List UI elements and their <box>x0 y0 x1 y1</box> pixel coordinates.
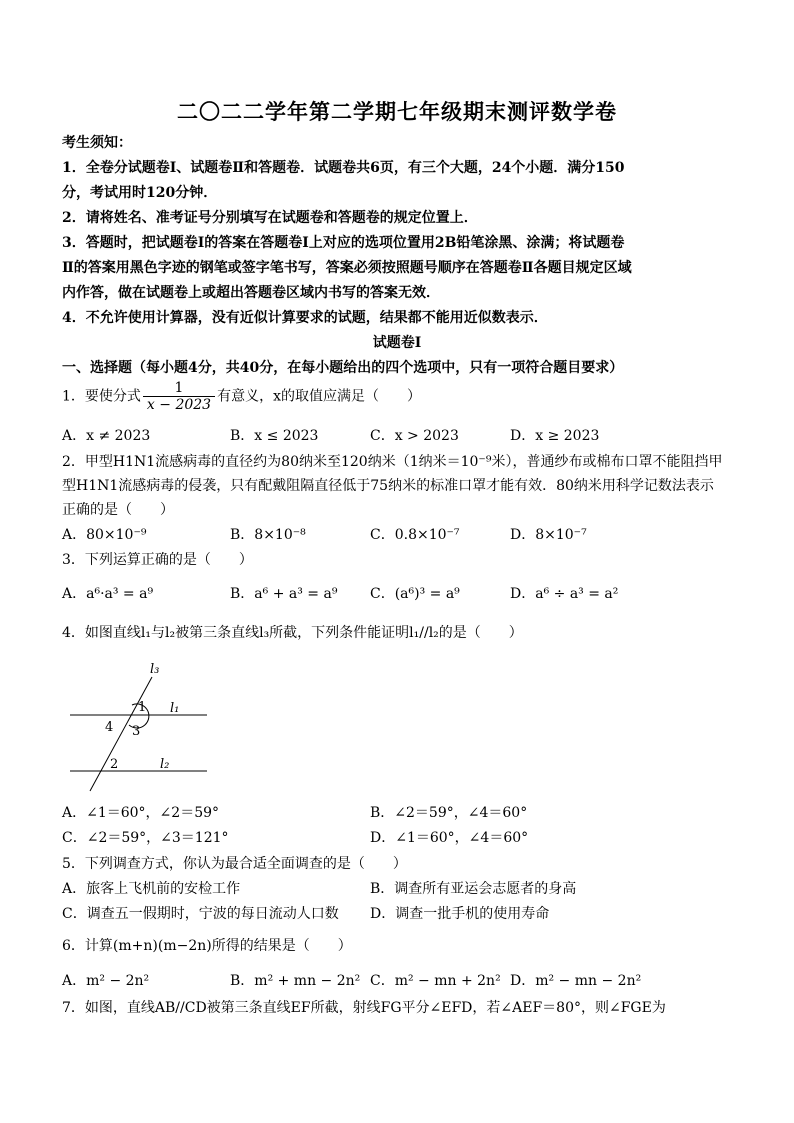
notice-heading: 考生须知： <box>62 135 132 151</box>
q2-option-a: A．80×10⁻⁹ <box>62 527 147 543</box>
q4-option-d: D．∠1＝60°，∠4＝60° <box>370 830 529 846</box>
angle-label-2: 2 <box>110 757 119 772</box>
q6-option-c: C．m² − mn + 2n² <box>370 973 501 989</box>
q6-option-b: B．m² + mn − 2n² <box>230 973 361 989</box>
q6-option-a: A．m² − 2n² <box>62 973 150 989</box>
notice-item-1b: 分，考试用时120分钟． <box>62 185 218 201</box>
q4-option-b: B．∠2＝59°，∠4＝60° <box>370 805 528 821</box>
q5-option-d: D．调查一批手机的使用寿命 <box>370 906 550 922</box>
part1-heading: 一、选择题（每小题4分，共40分，在每小题给出的四个选项中，只有一项符合题目要求） <box>62 360 624 376</box>
q2-option-b: B．8×10⁻⁸ <box>230 527 306 543</box>
q3-option-a: A．a⁶·a³ = a⁹ <box>62 586 154 602</box>
q4-stem: 4．如图直线l₁与l₂被第三条直线l₃所截，下列条件能证明l₁//l₂的是（ ） <box>62 625 523 641</box>
q3-option-b: B．a⁶ + a³ = a⁹ <box>230 586 338 602</box>
label-l2: l₂ <box>160 757 170 772</box>
q1-numerator: 1 <box>143 380 215 397</box>
q1-fraction <box>143 380 215 413</box>
notice-item-1a: 1．全卷分试题卷Ⅰ、试题卷Ⅱ和答题卷．试题卷共6页，有三个大题，24个小题．满分150 <box>62 160 625 176</box>
notice-item-3c: 内作答，做在试题卷上或超出答题卷区域内书写的答案无效． <box>62 285 440 301</box>
q1-option-c: C．x > 2023 <box>370 428 459 444</box>
q1-post: 有意义，x的取值应满足（ ） <box>217 388 421 405</box>
q6-stem: 6．计算(m+n)(m−2n)所得的结果是（ ） <box>62 938 352 954</box>
q1-option-a: A．x ≠ 2023 <box>62 428 151 444</box>
angle-label-4: 4 <box>105 720 114 735</box>
notice-item-3a: 3．答题时，把试题卷Ⅰ的答案在答题卷Ⅰ上对应的选项位置用2B铅笔涂黑、涂满；将试题卷 <box>62 235 625 251</box>
q2-line-3: 正确的是（ ） <box>62 502 174 518</box>
q2-line-2: 型H1N1流感病毒的侵袭，只有配戴阻隔直径低于75纳米的标准口罩才能有效．80纳米用科学记数法表示 <box>62 478 714 494</box>
q5-stem: 5．下列调查方式，你认为最合适全面调查的是（ ） <box>62 856 407 872</box>
q2-line-1: 2．甲型H1N1流感病毒的直径约为80纳米至120纳米（1纳米＝10⁻⁹米），普通纱布或棉布口罩不能阻挡甲 <box>62 454 723 470</box>
label-l1: l₁ <box>170 701 180 716</box>
angle-label-1: 1 <box>138 700 147 715</box>
q4-figure <box>62 655 222 795</box>
q3-stem: 3．下列运算正确的是（ ） <box>62 552 253 568</box>
q3-option-c: C．(a⁶)³ = a⁹ <box>370 586 460 602</box>
q1-option-d: D．x ≥ 2023 <box>510 428 600 444</box>
q1-denominator: x − 2023 <box>146 397 212 413</box>
q4-option-a: A．∠1＝60°，∠2＝59° <box>62 805 220 821</box>
q2-option-d: D．8×10⁻⁷ <box>510 527 587 543</box>
q3-option-d: D．a⁶ ÷ a³ = a² <box>510 586 619 602</box>
line-l3 <box>90 677 152 791</box>
notice-item-3b: Ⅱ的答案用黑色字迹的钢笔或签字笔书写，答案必须按照题号顺序在答题卷Ⅱ各题目规定区域 <box>62 260 632 276</box>
notice-item-2: 2．请将姓名、准考证号分别填写在试题卷和答题卷的规定位置上． <box>62 210 478 226</box>
q1-pre: 1．要使分式 <box>62 388 141 405</box>
q4-option-c: C．∠2＝59°，∠3＝121° <box>62 830 229 846</box>
q6-option-d: D．m² − mn − 2n² <box>510 973 642 989</box>
q5-option-b: B．调查所有亚运会志愿者的身高 <box>370 881 577 897</box>
q5-option-a: A．旅客上飞机前的安检工作 <box>62 881 241 897</box>
q1-option-b: B．x ≤ 2023 <box>230 428 319 444</box>
page-title: 二〇二二学年第二学期七年级期末测评数学卷 <box>177 99 617 124</box>
q5-option-c: C．调查五一假期时，宁波的每日流动人口数 <box>62 906 339 922</box>
notice-item-4: 4．不允许使用计算器，没有近似计算要求的试题，结果都不能用近似数表示． <box>62 310 548 326</box>
question-1 <box>62 380 421 413</box>
q2-option-c: C．0.8×10⁻⁷ <box>370 527 460 543</box>
section-title: 试题卷Ⅰ <box>372 335 422 351</box>
label-l3: l₃ <box>150 662 160 677</box>
q7-stem: 7．如图，直线AB//CD被第三条直线EF所截，射线FG平分∠EFD，若∠AEF＝80°，则∠FGE为 <box>62 1000 666 1016</box>
angle-label-3: 3 <box>132 724 141 739</box>
